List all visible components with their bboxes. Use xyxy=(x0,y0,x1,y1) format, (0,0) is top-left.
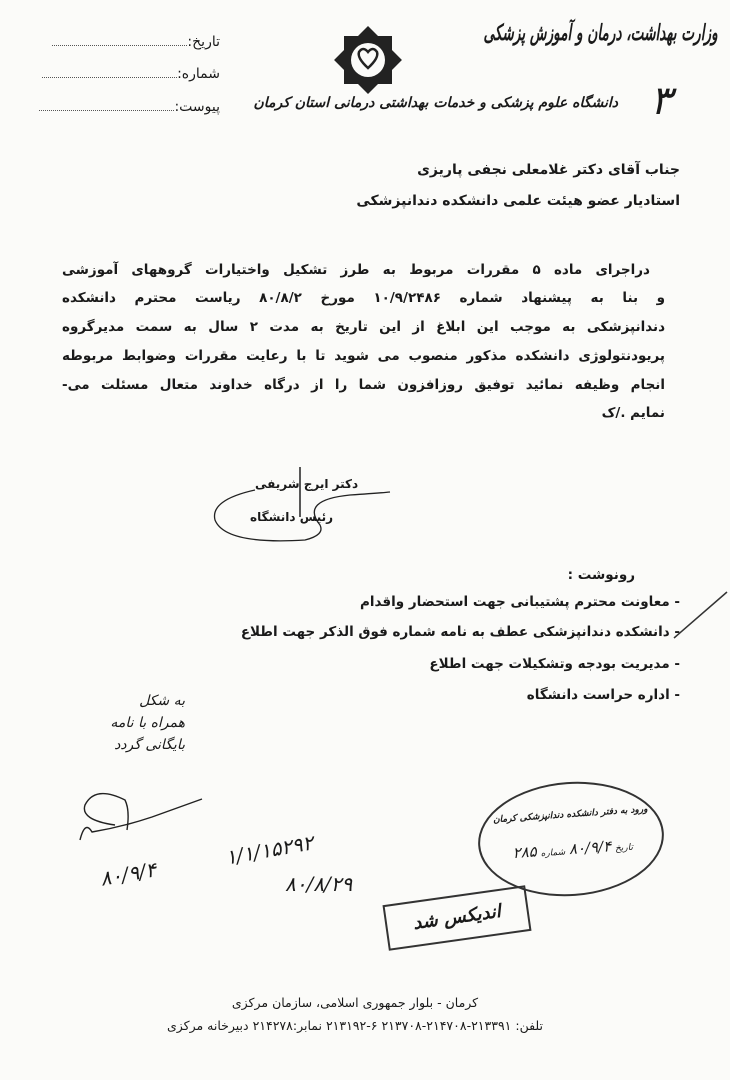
ministry-title: وزارت بهداشت، درمان و آموزش پزشکی xyxy=(483,20,718,46)
recipient-name: جناب آقای دکتر غلامعلی نجفی پاریزی xyxy=(417,162,680,178)
handwritten-note xyxy=(65,690,185,756)
body-line: و بنا به پیشنهاد شماره ۱۰/۹/۲۴۸۶ مورخ ۸۰/۸/۲ ریاست محترم دانشکده xyxy=(62,290,665,306)
cc-item: - دانشکده دندانپزشکی عطف به نامه شماره فوق الذکر جهت اطلاع xyxy=(240,624,680,640)
recipient-title: استادیار عضو هیئت علمی دانشکده دندانپزشکی xyxy=(356,193,680,209)
attachment-field xyxy=(30,99,220,115)
signatory-name: دکتر ایرج شریفی xyxy=(255,477,359,491)
handwritten-ref-date: ۸۰/۸/۲۹ xyxy=(285,872,353,896)
note-line: بایگانی گردد xyxy=(114,737,185,753)
emblem-logo xyxy=(328,20,408,100)
body-line: دندانپزشکی به موجب این ابلاغ از این تاریخ به مدت ۲ سال به سمت مدیرگروه xyxy=(62,319,666,335)
footer-address: کرمان - بلوار جمهوری اسلامی، سازمان مرکزی xyxy=(231,995,479,1010)
attachment-label: پیوست: xyxy=(174,99,220,115)
handwritten-signature xyxy=(75,785,225,849)
body-line: انجام وظیفه نمائید توفیق روزافزون شما را از درگاه خداوند متعال مسئلت می- xyxy=(62,377,665,393)
note-line: به شکل xyxy=(139,693,185,709)
stamp-date-label: تاریخ xyxy=(614,842,634,854)
number-label: شماره: xyxy=(177,66,220,82)
body-line: نمایم ./ک xyxy=(601,405,665,421)
university-title: دانشگاه علوم پزشکی و خدمات بهداشتی درمانی استان کرمان xyxy=(253,95,618,111)
cc-item: - مدیریت بودجه وتشکیلات جهت اطلاع xyxy=(429,656,680,672)
note-line: همراه با نامه xyxy=(110,715,185,731)
signatory-title: رئیس دانشگاه xyxy=(250,510,334,524)
cc-item: - اداره حراست دانشگاه xyxy=(526,687,680,703)
handwritten-ref-number: ۱/۱/۱۵۲۹۲ xyxy=(223,830,316,870)
date-field xyxy=(30,34,220,50)
stamp-date: ۸۰/۹/۴ xyxy=(568,837,612,859)
cc-label: رونوشت : xyxy=(567,567,635,583)
received-stamp-values xyxy=(486,834,659,864)
number-field xyxy=(30,66,220,82)
body-line: پریودنتولوژی دانشکده مذکور منصوب می شوید تا با رعایت مقررات وضوابط مربوطه xyxy=(62,348,665,364)
received-stamp xyxy=(474,776,667,903)
handwritten-date: ۸۰/۹/۴ xyxy=(98,857,159,891)
stamp-number: ۲۸۵ xyxy=(511,842,538,863)
cc-item: - معاونت محترم پشتیبانی جهت استحضار واقدام xyxy=(359,594,680,610)
stamp-number-label: شماره xyxy=(540,847,566,860)
date-label: تاریخ: xyxy=(187,34,220,50)
footer-phones: تلفن: ۲۱۳۳۹۱-۲۱۴۷۰۸-۲۱۳۷۰۸ ۶-۲۱۳۱۹۲ نمابر:۲۱۴۲۷۸ دبیرخانه مرکزی xyxy=(166,1018,544,1033)
check-mark xyxy=(672,590,730,644)
indexed-stamp: اندیکس شد xyxy=(382,885,531,951)
body-line: دراجرای ماده ۵ مقررات مربوط به طرز تشکیل واختیارات گروههای آموزشی xyxy=(62,262,650,278)
received-stamp-title: ورود به دفتر دانشکده دندانپزشکی کرمان xyxy=(492,804,648,826)
page-mark: ۳ xyxy=(650,78,672,124)
